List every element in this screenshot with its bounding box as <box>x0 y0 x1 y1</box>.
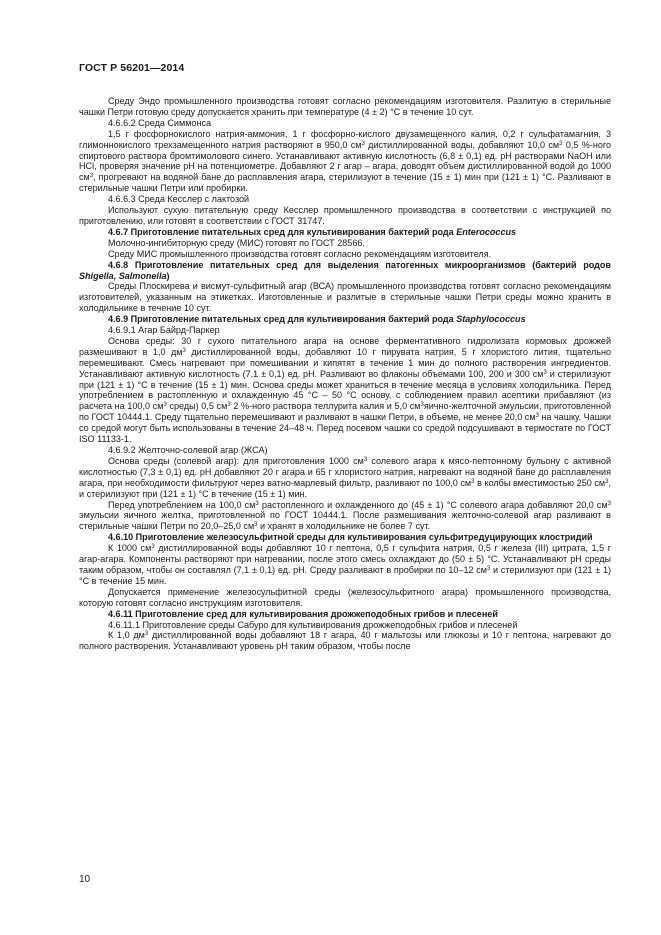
superscript-exponent: 3 <box>361 140 365 147</box>
italic-genus-name: Staphylococcus <box>456 314 526 325</box>
text-run: дистиллированной воды, добавляют 10,0 см <box>364 139 560 150</box>
body-paragraph <box>79 445 611 456</box>
body-paragraph <box>79 281 611 314</box>
superscript-exponent: 3 <box>420 402 424 409</box>
text-run: Основа среды: 30 г сухого питательного агара на основе ферментативного гидролизата кормовых дрожжей размешивают в 1,0 дм <box>79 335 611 357</box>
text-run: 1,5 г фосфорнокислого натрия-аммония, 1 г фосфорно-кислого двузамещенного калия, 0,2 г сульфатамагния, 3 глимоннокислого трехзамещенного натрия растворяют в 950,0 см <box>79 128 611 150</box>
section-heading <box>79 260 611 282</box>
superscript-exponent: 3 <box>227 402 231 409</box>
page-number: 10 <box>79 874 91 885</box>
section-heading <box>79 609 611 620</box>
superscript-exponent: 3 <box>605 478 609 485</box>
text-run: 4.6.11.1 Приготовление среды Сабуро для культивирования дрожжеподобных грибов и плесеней <box>108 619 518 630</box>
text-run: 4.6.9.1 Агар Байрд-Паркер <box>108 325 220 336</box>
text-run: , прогревают на водяной бане до расплавления агара, стерилизуют в течение (15 ± 1) мин при (121 ± 1) °С. Разливают в стерильные чашки Петри или пробирки. <box>79 172 611 194</box>
standard-header: ГОСТ Р 56201—2014 <box>79 62 185 74</box>
text-run: Молочно-ингибиторную среду (МИС) готовят по ГОСТ 28566. <box>108 237 365 248</box>
superscript-exponent: 3 <box>471 478 475 485</box>
superscript-exponent: 3 <box>363 456 368 463</box>
body-paragraph <box>79 336 611 445</box>
text-run: 4.6.11 Приготовление сред для культивирования дрожжеподобных грибов и плесеней <box>108 608 498 619</box>
text-run: К 1,0 дм <box>108 630 145 641</box>
text-run: Используют сухую питательную среду Кесслер промышленного производства в соответствии с инструкцией по приготовлению, или готовят в соответствии с ГОСТ 31747. <box>79 205 611 226</box>
body-paragraph <box>79 543 611 587</box>
text-run: эмульсии яичного желтка, приготовленной по ГОСТ 10444.1. После размешивания желточно-солевой агар разливают в стерильные чашки Петри по 20,0–25,0 см <box>79 510 611 532</box>
body-paragraph <box>79 238 611 249</box>
text-run: 4.6.8 Приготовление питательных сред для выделения патогенных микроорганизмов (бактерий родов <box>108 259 611 270</box>
body-paragraph <box>79 587 611 609</box>
text-run: в колбы вместимостью 250 см <box>474 477 606 488</box>
body-paragraph <box>79 96 611 118</box>
text-run: солевого агара к мясо-пептонному бульону с активной кислотностью (7,3 ± 0,1) ед. рН добавляют 20 г агара и 65 г хлористого натрия, нагревают на водяной бане до расплавления агара, при необходимости фильтруют через ватно-марлевый фильтр, разливают по 100,0 см <box>79 455 611 488</box>
superscript-exponent: 3 <box>559 140 563 147</box>
text-run: 0,5 %-ного спиртового раствора бромтимолового синего. Устанавливают активную кислотность (6,8 ± 0,1) ед. рН растворами NaOH или HCl, проверяя значение рН на потенциометре. Добавляют 2 г агар – агара, доводят объем дистиллированной водой до 1000 см <box>79 139 611 183</box>
section-heading <box>79 532 611 543</box>
text-run: и хранят в холодильнике не более 7 сут. <box>257 521 431 532</box>
superscript-exponent: 3 <box>535 413 539 420</box>
italic-genus-name: Shigella, Salmonella <box>79 270 167 281</box>
body-paragraph <box>79 118 611 129</box>
text-run: ) <box>166 270 170 281</box>
text-run: Среду МИС промышленного производства готовят согласно рекомендациям изготовителя. <box>108 248 492 259</box>
text-run: дистиллированной воды добавляют 10 г пептона, 0,5 г сульфита натрия, 0,5 г железа (III) цитрата, 1,5 г агар-агара. Компоненты растворяют при нагревании, после этого смесь охлаждают до (50 ± 5) °С. Устанавливают рН среды таким образом, чтобы он составлял (7,1 ± 0,1) ед. рН. Среду разливают в пробирки по 10–12 см <box>79 543 611 575</box>
body-paragraph <box>79 194 611 205</box>
text-run: 4.6.9.2 Желточно-солевой агар (ЖСА) <box>108 445 268 455</box>
text-run: 4.6.6.2 Среда Симмонса <box>108 117 212 128</box>
superscript-exponent: 3 <box>182 347 186 354</box>
body-text <box>79 96 611 652</box>
text-run: 4.6.7 Приготовление питательных сред для культивирования бактерий рода <box>108 226 457 237</box>
text-run: на чашку. Чашки со средой могут быть использованы в течение 24–48 ч. Перед посевом чашки со средой подсушивают в термостате по ГОСТ ISO 11133-1. <box>79 412 612 445</box>
text-run: К 1000 см <box>108 543 152 554</box>
section-heading <box>79 227 611 238</box>
text-run: Допускается применение железосульфитной среды (железосульфитного агара) промышленного производства, которую готовят согласно инструкциям изготовителя. <box>79 586 611 608</box>
superscript-exponent: 3 <box>163 402 167 409</box>
text-run: и стерилизуют при (121 ± 1) °С в течение (15 ± 1) мин. Основа среды может храниться в течение месяца в условиях холодильника. Перед употреблением в растопленную и охлажденную 45 °С – 50 °С основу, с соблюдением правил асептики прибавляют (из расчета на 100,0 см <box>79 368 611 412</box>
body-paragraph <box>79 500 611 533</box>
text-run: Перед употреблением на 100,0 см <box>108 499 256 510</box>
body-paragraph <box>79 456 611 500</box>
text-run: 2 %-ного раствора теллурита калия и 5,0 см <box>230 401 421 412</box>
body-paragraph <box>79 620 611 631</box>
text-run: растопленного и охлажденного до (45 ± 1) °С солевого агара добавляют 20,0 см <box>258 499 608 510</box>
section-heading <box>79 314 611 325</box>
text-run: яично-желточной эмульсии, приготовленной по ГОСТ 10444.1. Среду тщательно перемешивают и разливают в чашки Петри, в объеме, не менее 20,0 см <box>79 401 612 423</box>
text-run: Среду Эндо промышленного производства готовят согласно рекомендациям изготовителя. Разлитую в стерильные чашки Петри готовую среду допускается хранить при температуре (4 ± 2) °С в течение 10 сут. <box>79 96 611 117</box>
superscript-exponent: 3 <box>543 369 547 376</box>
superscript-exponent: 3 <box>151 544 155 551</box>
body-paragraph <box>79 129 611 194</box>
superscript-exponent: 3 <box>89 173 94 180</box>
text-run: и стерилизуют при (121 ± 1) °С в течение 15 мин. <box>79 564 611 586</box>
text-run: 4.6.6.3 Среда Кесслер с лактозой <box>108 194 250 205</box>
superscript-exponent: 3 <box>144 631 149 638</box>
text-run: Среды Плоскирева и висмут-сульфитный агар (ВСА) промышленного производства готовят согласно рекомендациям изготовителей, указанным на этикетках. Изготовленные и разлитые в стерильные чашки Петри среды можно хранить в холодильнике в течение 10 сут. <box>79 281 611 314</box>
text-run: среды) 0,5 см <box>166 401 228 412</box>
superscript-exponent: 3 <box>255 500 259 507</box>
body-paragraph <box>79 325 611 336</box>
superscript-exponent: 3 <box>254 522 258 529</box>
text-run: Основа среды (солевой агар): для приготовления 1000 см <box>108 455 364 466</box>
text-run: дистиллированной воды, добавляют 10 г пирувата натрия, 5 г хлористого лития, тщательно перемешивают. Смесь нагревают при помешивании и кипятят в течение 1 мин до полного растворения ингредиентов. Устанавливают активную кислотность (7,1 ± 0,1) ед. рН. Разливают во флаконы объемами 100, 200 и 300 см <box>79 346 611 379</box>
text-run: 4.6.10 Приготовление железосульфитной среды для культивирования сульфитредуцирующих клостридий <box>108 532 593 543</box>
body-paragraph <box>79 249 611 260</box>
body-paragraph <box>79 205 611 227</box>
italic-genus-name: Enterococcus <box>456 226 517 237</box>
text-run: 4.6.9 Приготовление питательных сред для культивирования бактерий рода <box>108 314 457 325</box>
body-paragraph <box>79 630 611 652</box>
text-run: дистиллированной воды добавляют 18 г агара, 40 г мальтозы или глюкозы и 10 г пептона, нагревают до полного растворения. Устанавливают уровень рН таким образом, чтобы после <box>79 630 611 652</box>
superscript-exponent: 3 <box>487 565 491 572</box>
text-run: , и стерилизуют при (121 ± 1) °С в течение (15 ± 1) мин. <box>79 477 611 499</box>
superscript-exponent: 3 <box>607 500 611 507</box>
